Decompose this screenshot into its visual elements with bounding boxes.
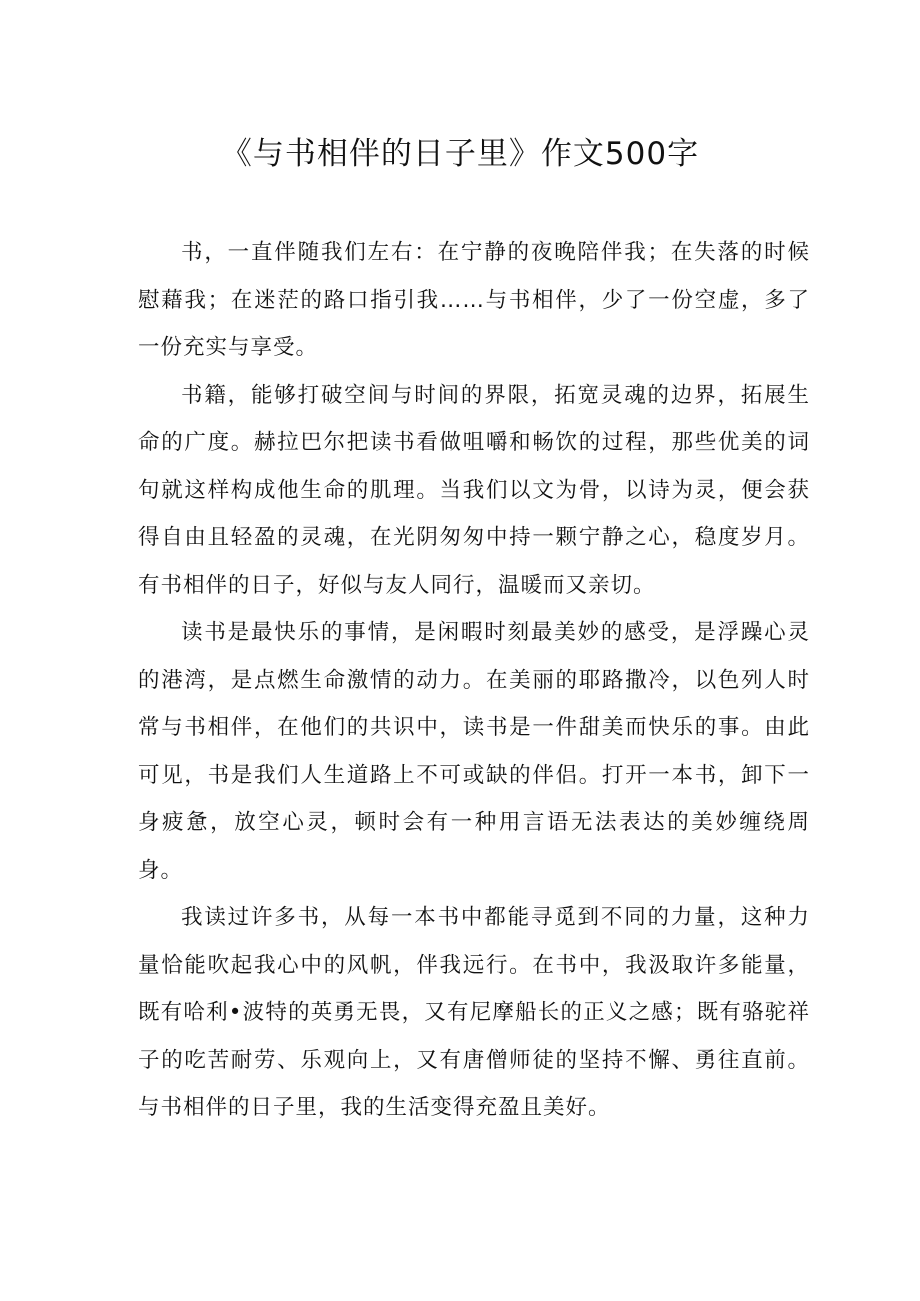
paragraph-3: 读书是最快乐的事情，是闲暇时刻最美妙的感受，是浮躁心灵的港湾，是点燃生命激情的动力。在美丽的耶路撒冷，以色列人时常与书相伴，在他们的共识中，读书是一件甜美而快乐的事。由此可见，书是我们人生道路上不可或缺的伴侣。打开一本书，卸下一身疲惫，放空心灵，顿时会有一种用言语无法表达的美妙缠绕周身。 (138, 620, 810, 883)
document-body (138, 229, 810, 1132)
paragraph-2: 书籍，能够打破空间与时间的界限，拓宽灵魂的边界，拓展生命的广度。赫拉巴尔把读书看做咀嚼和畅饮的过程，那些优美的词句就这样构成他生命的肌理。当我们以文为骨，以诗为灵，便会获得自由且轻盈的灵魂，在光阴匆匆中持一颗宁静之心，稳度岁月。有书相伴的日子，好似与友人同行，温暖而又亲切。 (138, 382, 810, 598)
document-title: 《与书相伴的日子里》作文500字 (220, 136, 700, 172)
paragraph-4: 我读过许多书，从每一本书中都能寻觅到不同的力量，这种力量恰能吹起我心中的风帆，伴我远行。在书中，我汲取许多能量，既有哈利•波特的英勇无畏，又有尼摩船长的正义之感；既有骆驼祥子的吃苦耐劳、乐观向上，又有唐僧师徒的坚持不懈、勇往直前。与书相伴的日子里，我的生活变得充盈且美好。 (138, 905, 810, 1120)
paragraph-1: 书，一直伴随我们左右：在宁静的夜晚陪伴我；在失落的时候慰藉我；在迷茫的路口指引我……与书相伴，少了一份空虚，多了一份充实与享受。 (138, 240, 810, 360)
